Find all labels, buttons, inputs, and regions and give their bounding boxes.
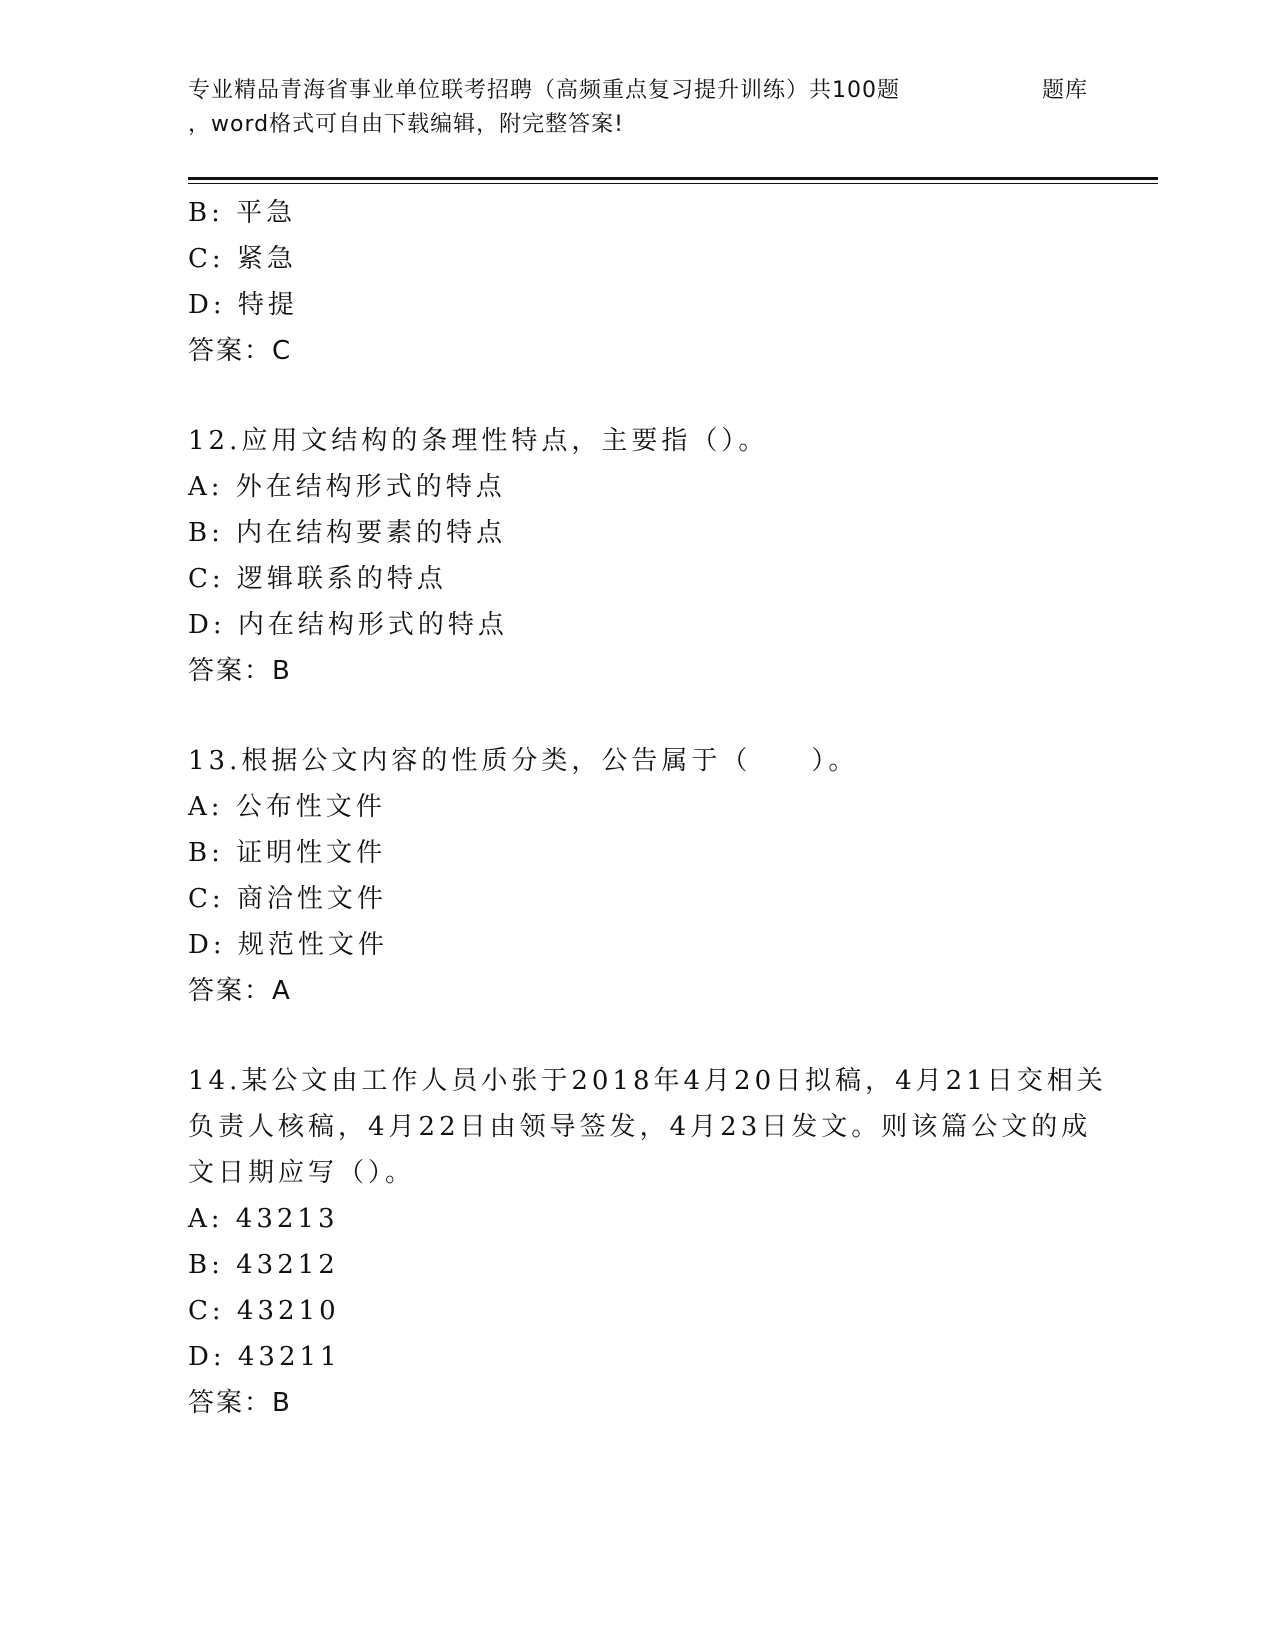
question-stem-line-3: 文日期应写（）。 — [188, 1158, 416, 1188]
option-c: C: 紧急 — [188, 244, 297, 274]
question-gap — [188, 1014, 1088, 1058]
option-b: B: 内在结构要素的特点 — [188, 518, 507, 548]
option-a: A: 公布性文件 — [188, 792, 386, 822]
option-c: C: 商洽性文件 — [188, 884, 387, 914]
option-c: C: 43210 — [188, 1296, 340, 1326]
question-content — [188, 190, 1107, 1426]
question-gap — [188, 694, 1088, 738]
question-13 — [188, 738, 1088, 1014]
answer: 答案：C — [188, 336, 293, 366]
answer: 答案：B — [188, 1388, 292, 1418]
question-11 — [188, 190, 1088, 374]
option-d: D: 43211 — [188, 1342, 341, 1372]
question-12 — [188, 418, 1088, 694]
option-b: B: 平急 — [188, 198, 297, 228]
option-b: B: 43212 — [188, 1250, 339, 1280]
option-b: B: 证明性文件 — [188, 838, 387, 868]
option-d: D: 规范性文件 — [188, 930, 388, 960]
question-gap — [188, 374, 1088, 418]
question-stem-line-2: 负责人核稿，4月22日由领导签发，4月23日发文。则该篇公文的成 — [188, 1112, 1092, 1142]
header-title-row — [188, 74, 1088, 108]
question-stem-line-1: 14.某公文由工作人员小张于2018年4月20日拟稿，4月21日交相关 — [188, 1066, 1107, 1096]
option-d: D: 特提 — [188, 290, 298, 320]
answer: 答案：A — [188, 976, 292, 1006]
question-stem: 13.根据公文内容的性质分类，公告属于（ ）。 — [188, 746, 859, 776]
option-a: A: 43213 — [188, 1204, 339, 1234]
answer: 答案：B — [188, 656, 292, 686]
option-d: D: 内在结构形式的特点 — [188, 610, 508, 640]
header-rule-thick — [188, 177, 1158, 180]
header-right-label: 题库 — [1041, 78, 1088, 103]
option-c: C: 逻辑联系的特点 — [188, 564, 447, 594]
page-header — [188, 74, 1088, 142]
question-stem: 12.应用文结构的条理性特点，主要指（）。 — [188, 426, 769, 456]
question-14 — [188, 1058, 1107, 1426]
option-a: A: 外在结构形式的特点 — [188, 472, 506, 502]
header-rule-thin — [188, 183, 1158, 184]
header-title: 专业精品青海省事业单位联考招聘（高频重点复习提升训练）共100题 — [188, 78, 900, 103]
header-subtitle: ，word格式可自由下载编辑，附完整答案! — [188, 112, 624, 137]
